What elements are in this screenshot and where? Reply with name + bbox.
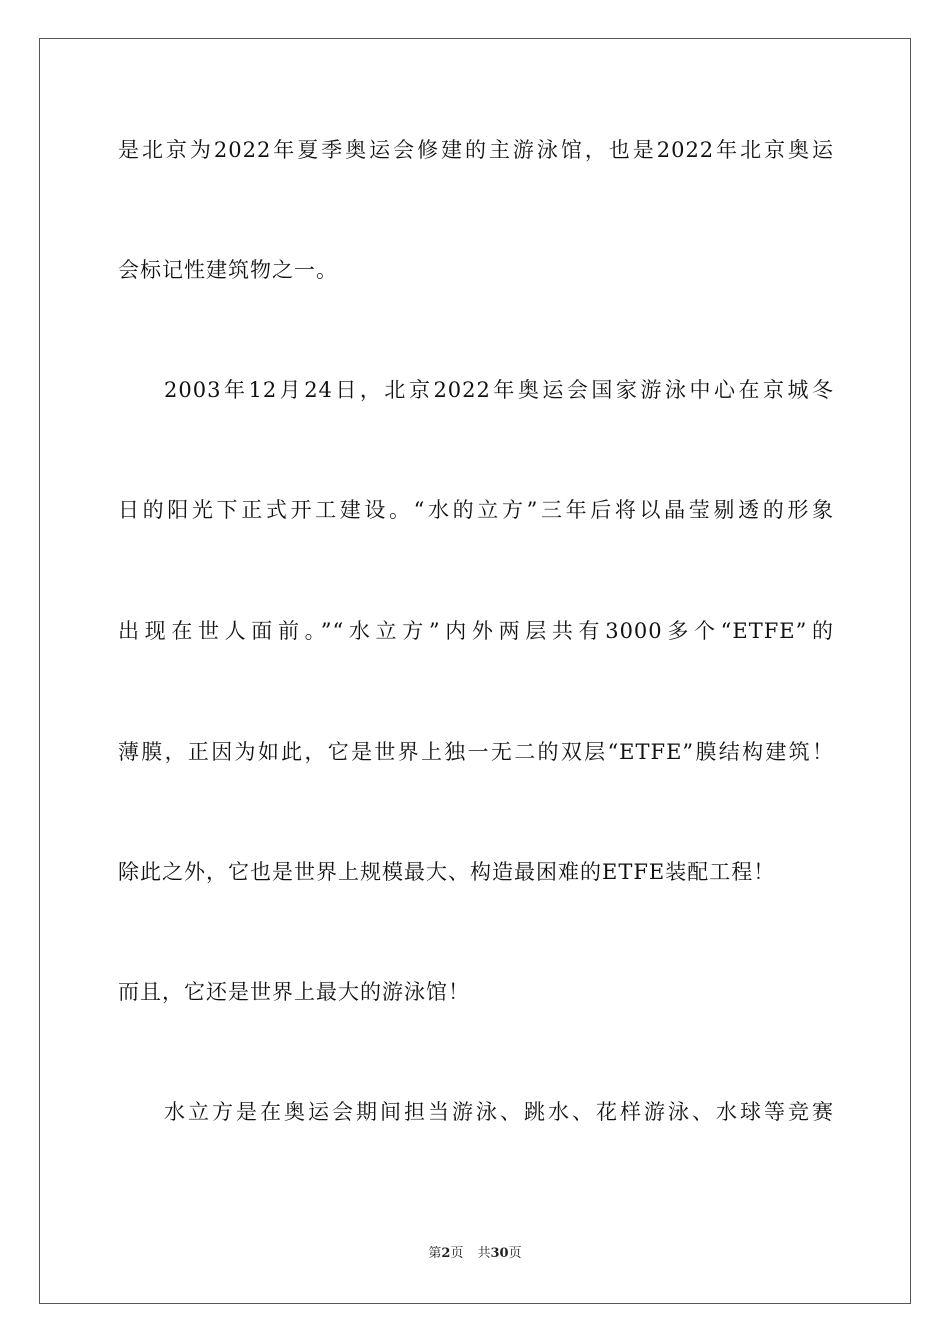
footer-total-pages: 30 <box>490 1246 509 1261</box>
text-line-3: 2003年12月24日，北京2022年奥运会国家游泳中心在京城冬 <box>164 378 834 402</box>
footer-total-suffix: 页 <box>508 1246 522 1261</box>
text-line-7: 除此之外，它也是世界上规模最大、构造最困难的ETFE装配工程！ <box>118 860 776 884</box>
footer-page-prefix: 第 <box>428 1246 442 1261</box>
text-line-5: 出现在世人面前。”“水立方”内外两层共有3000多个“ETFE”的 <box>118 619 834 643</box>
text-line-8: 而且，它还是世界上最大的游泳馆！ <box>118 980 470 1004</box>
page-footer <box>0 1244 950 1264</box>
text-line-4: 日的阳光下正式开工建设。“水的立方”三年后将以晶莹剔透的形象 <box>118 498 834 522</box>
footer-page-number: 2 <box>441 1246 451 1261</box>
footer-total-prefix: 共 <box>477 1246 491 1261</box>
text-line-1: 是北京为2022年夏季奥运会修建的主游泳馆，也是2022年北京奥运 <box>118 138 834 162</box>
text-line-2: 会标记性建筑物之一。 <box>118 258 338 282</box>
text-line-6: 薄膜，正因为如此，它是世界上独一无二的双层“ETFE”膜结构建筑！ <box>118 740 834 764</box>
text-line-9: 水立方是在奥运会期间担当游泳、跳水、花样游泳、水球等竞赛 <box>164 1100 834 1124</box>
footer-page-suffix: 页 <box>450 1246 464 1261</box>
